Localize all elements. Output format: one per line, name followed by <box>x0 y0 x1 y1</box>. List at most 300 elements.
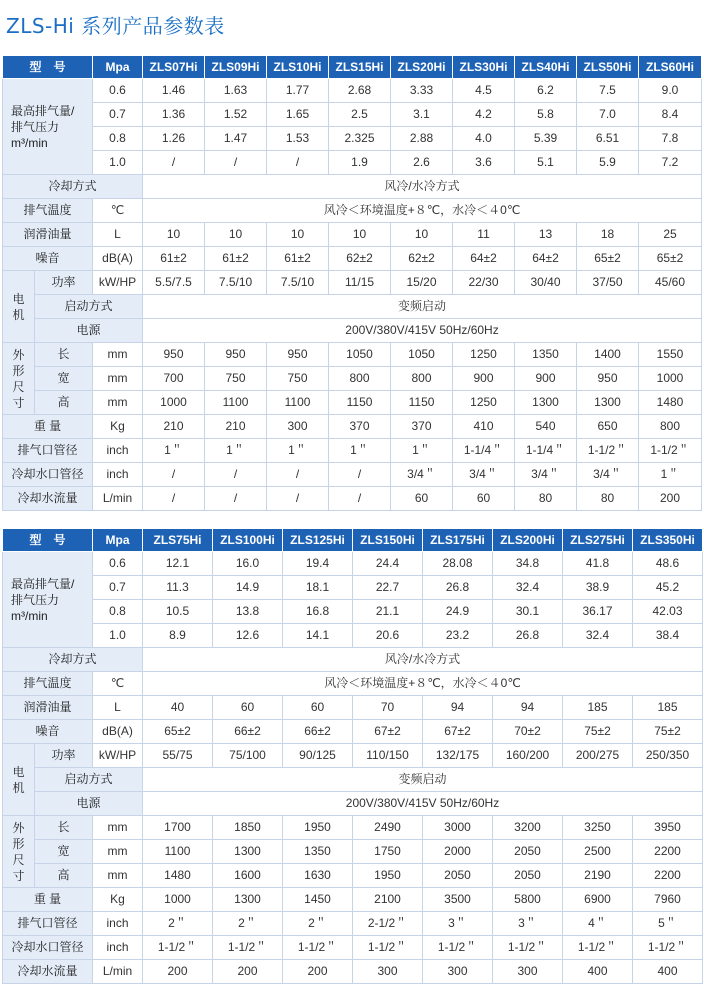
width-label: 宽 <box>35 367 93 391</box>
noise-unit: dB(A) <box>93 720 143 744</box>
width-label: 宽 <box>35 840 93 864</box>
spec-table-1 <box>2 55 702 511</box>
supply-label: 电源 <box>35 792 143 816</box>
water-pipe-value: / <box>205 463 267 487</box>
power-unit: kW/HP <box>93 744 143 768</box>
model-name: ZLS50Hi <box>577 56 639 79</box>
water-flow-value: 80 <box>515 487 577 511</box>
pressure-value: 1.0 <box>93 624 143 648</box>
weight-value: 410 <box>453 415 515 439</box>
length-unit: mm <box>93 343 143 367</box>
oil-unit: L <box>93 696 143 720</box>
noise-row <box>3 720 703 744</box>
flow-value: 24.4 <box>353 552 423 576</box>
noise-value: 62±2 <box>329 247 391 271</box>
flow-value: 18.1 <box>283 576 353 600</box>
exhaust-temp-label: 排气温度 <box>3 672 93 696</box>
length-unit: mm <box>93 816 143 840</box>
width-value: 2050 <box>493 840 563 864</box>
dims-label: 外 形 尺 寸 <box>3 816 35 888</box>
width-row <box>3 367 702 391</box>
exhaust-pipe-label: 排气口管径 <box>3 439 93 463</box>
supply-value: 200V/380V/415V 50Hz/60Hz <box>143 319 702 343</box>
model-name: ZLS10Hi <box>267 56 329 79</box>
noise-label: 噪音 <box>3 247 93 271</box>
flow-value: 5.1 <box>515 151 577 175</box>
exhaust-pipe-value: 1-1/4＂ <box>515 439 577 463</box>
exhaust-pipe-value: 1＂ <box>205 439 267 463</box>
noise-value: 66±2 <box>283 720 353 744</box>
water-pipe-value: 1＂ <box>639 463 702 487</box>
flow-value: 5.9 <box>577 151 639 175</box>
model-label: 型 号 <box>3 56 93 79</box>
flow-value: 14.9 <box>213 576 283 600</box>
oil-value: 40 <box>143 696 213 720</box>
height-value: 1250 <box>453 391 515 415</box>
width-value: 900 <box>515 367 577 391</box>
page-title: ZLS-Hi 系列产品参数表 <box>6 14 225 38</box>
noise-value: 61±2 <box>267 247 329 271</box>
noise-value: 65±2 <box>577 247 639 271</box>
weight-value: 2100 <box>353 888 423 912</box>
flow-row <box>3 127 702 151</box>
weight-value: 1000 <box>143 888 213 912</box>
height-value: 1100 <box>267 391 329 415</box>
length-value: 1550 <box>639 343 702 367</box>
start-label: 启动方式 <box>35 768 143 792</box>
header-row <box>3 529 703 552</box>
weight-value: 210 <box>205 415 267 439</box>
model-name: ZLS30Hi <box>453 56 515 79</box>
oil-value: 25 <box>639 223 702 247</box>
exhaust-pipe-unit: inch <box>93 439 143 463</box>
noise-value: 61±2 <box>205 247 267 271</box>
power-value: 7.5/10 <box>267 271 329 295</box>
water-flow-value: 300 <box>353 960 423 984</box>
oil-unit: L <box>93 223 143 247</box>
water-pipe-value: 1-1/2＂ <box>423 936 493 960</box>
length-value: 3200 <box>493 816 563 840</box>
flow-value: 24.9 <box>423 600 493 624</box>
pressure-value: 0.6 <box>93 79 143 103</box>
height-value: 2190 <box>563 864 633 888</box>
power-value: 11/15 <box>329 271 391 295</box>
height-value: 1480 <box>639 391 702 415</box>
width-unit: mm <box>93 840 143 864</box>
flow-value: 19.4 <box>283 552 353 576</box>
pressure-value: 1.0 <box>93 151 143 175</box>
flow-value: 22.7 <box>353 576 423 600</box>
oil-value: 10 <box>329 223 391 247</box>
water-flow-value: 300 <box>423 960 493 984</box>
water-flow-value: / <box>267 487 329 511</box>
flow-value: 8.4 <box>639 103 702 127</box>
oil-label: 润滑油量 <box>3 223 93 247</box>
model-label: 型 号 <box>3 529 93 552</box>
power-value: 160/200 <box>493 744 563 768</box>
flow-value: 32.4 <box>493 576 563 600</box>
flow-value: 6.51 <box>577 127 639 151</box>
power-value: 200/275 <box>563 744 633 768</box>
height-value: 1150 <box>391 391 453 415</box>
model-name: ZLS125Hi <box>283 529 353 552</box>
water-pipe-value: 1-1/2＂ <box>563 936 633 960</box>
water-pipe-value: 1-1/2＂ <box>283 936 353 960</box>
water-flow-value: 80 <box>577 487 639 511</box>
flow-value: 42.03 <box>633 600 703 624</box>
flow-value: 7.0 <box>577 103 639 127</box>
cooling-row <box>3 175 702 199</box>
water-flow-value: 400 <box>563 960 633 984</box>
flow-pressure-label: 最高排气量/ 排气压力 m³/min <box>3 552 93 648</box>
start-value: 变频启动 <box>143 295 702 319</box>
model-name: ZLS60Hi <box>639 56 702 79</box>
flow-value: 3.1 <box>391 103 453 127</box>
oil-value: 60 <box>213 696 283 720</box>
height-value: 1300 <box>577 391 639 415</box>
height-value: 2050 <box>493 864 563 888</box>
model-name: ZLS350Hi <box>633 529 703 552</box>
water-pipe-value: 1-1/2＂ <box>633 936 703 960</box>
width-value: 900 <box>453 367 515 391</box>
power-value: 55/75 <box>143 744 213 768</box>
oil-value: 10 <box>267 223 329 247</box>
flow-row <box>3 600 703 624</box>
weight-value: 210 <box>143 415 205 439</box>
height-value: 1630 <box>283 864 353 888</box>
weight-value: 1300 <box>213 888 283 912</box>
width-value: 1300 <box>213 840 283 864</box>
length-label: 长 <box>35 816 93 840</box>
flow-value: 7.8 <box>639 127 702 151</box>
water-pipe-value: / <box>143 463 205 487</box>
power-value: 110/150 <box>353 744 423 768</box>
flow-value: 12.1 <box>143 552 213 576</box>
flow-row <box>3 552 703 576</box>
length-value: 950 <box>205 343 267 367</box>
exhaust-temp-value: 风冷＜环境温度+８℃，水冷＜４0℃ <box>143 199 702 223</box>
length-value: 1050 <box>391 343 453 367</box>
height-label: 高 <box>35 391 93 415</box>
flow-value: 1.52 <box>205 103 267 127</box>
flow-row <box>3 151 702 175</box>
height-value: 1300 <box>515 391 577 415</box>
flow-value: 41.8 <box>563 552 633 576</box>
exhaust-pipe-value: 1＂ <box>391 439 453 463</box>
flow-value: 38.4 <box>633 624 703 648</box>
width-value: 2000 <box>423 840 493 864</box>
pressure-value: 0.8 <box>93 600 143 624</box>
exhaust-pipe-value: 1＂ <box>143 439 205 463</box>
exhaust-pipe-value: 1-1/2＂ <box>577 439 639 463</box>
length-value: 3950 <box>633 816 703 840</box>
length-value: 1350 <box>515 343 577 367</box>
flow-value: 1.26 <box>143 127 205 151</box>
flow-value: 1.77 <box>267 79 329 103</box>
exhaust-pipe-row <box>3 912 703 936</box>
flow-value: 9.0 <box>639 79 702 103</box>
supply-row <box>3 792 703 816</box>
flow-row <box>3 576 703 600</box>
height-value: 2200 <box>633 864 703 888</box>
water-flow-value: 60 <box>453 487 515 511</box>
width-value: 1000 <box>639 367 702 391</box>
cooling-value: 风冷/水冷方式 <box>143 175 702 199</box>
weight-value: 300 <box>267 415 329 439</box>
height-unit: mm <box>93 391 143 415</box>
oil-value: 13 <box>515 223 577 247</box>
weight-value: 7960 <box>633 888 703 912</box>
oil-row <box>3 696 703 720</box>
flow-value: 1.47 <box>205 127 267 151</box>
oil-value: 185 <box>563 696 633 720</box>
flow-value: 26.8 <box>493 624 563 648</box>
oil-value: 70 <box>353 696 423 720</box>
flow-value: 3.33 <box>391 79 453 103</box>
exhaust-pipe-unit: inch <box>93 912 143 936</box>
exhaust-temp-label: 排气温度 <box>3 199 93 223</box>
flow-value: 36.17 <box>563 600 633 624</box>
flow-value: 20.6 <box>353 624 423 648</box>
dims-label: 外 形 尺 寸 <box>3 343 35 415</box>
width-value: 1100 <box>143 840 213 864</box>
water-pipe-label: 冷却水口管径 <box>3 936 93 960</box>
exhaust-temp-unit: ℃ <box>93 199 143 223</box>
noise-value: 70±2 <box>493 720 563 744</box>
power-value: 37/50 <box>577 271 639 295</box>
power-value: 22/30 <box>453 271 515 295</box>
width-value: 750 <box>267 367 329 391</box>
flow-value: 12.6 <box>213 624 283 648</box>
flow-value: 30.1 <box>493 600 563 624</box>
height-value: 1150 <box>329 391 391 415</box>
oil-value: 10 <box>391 223 453 247</box>
noise-row <box>3 247 702 271</box>
power-value: 7.5/10 <box>205 271 267 295</box>
power-value: 5.5/7.5 <box>143 271 205 295</box>
flow-value: 2.325 <box>329 127 391 151</box>
noise-label: 噪音 <box>3 720 93 744</box>
model-name: ZLS150Hi <box>353 529 423 552</box>
exhaust-pipe-value: 1-1/4＂ <box>453 439 515 463</box>
weight-value: 6900 <box>563 888 633 912</box>
weight-value: 370 <box>329 415 391 439</box>
noise-value: 67±2 <box>353 720 423 744</box>
length-row <box>3 343 702 367</box>
width-value: 750 <box>205 367 267 391</box>
start-row <box>3 768 703 792</box>
length-value: 3000 <box>423 816 493 840</box>
flow-value: 1.36 <box>143 103 205 127</box>
weight-value: 370 <box>391 415 453 439</box>
noise-unit: dB(A) <box>93 247 143 271</box>
flow-value: 21.1 <box>353 600 423 624</box>
model-name: ZLS15Hi <box>329 56 391 79</box>
water-flow-value: 200 <box>143 960 213 984</box>
height-value: 1950 <box>353 864 423 888</box>
length-value: 1950 <box>283 816 353 840</box>
exhaust-pipe-value: 1＂ <box>329 439 391 463</box>
length-value: 950 <box>267 343 329 367</box>
oil-value: 185 <box>633 696 703 720</box>
start-row <box>3 295 702 319</box>
flow-value: 1.9 <box>329 151 391 175</box>
pressure-value: 0.8 <box>93 127 143 151</box>
exhaust-pipe-value: 1＂ <box>267 439 329 463</box>
water-flow-row <box>3 487 702 511</box>
flow-value: / <box>143 151 205 175</box>
water-pipe-row <box>3 936 703 960</box>
noise-value: 67±2 <box>423 720 493 744</box>
water-flow-value: 300 <box>493 960 563 984</box>
start-label: 启动方式 <box>35 295 143 319</box>
noise-value: 64±2 <box>453 247 515 271</box>
flow-row <box>3 79 702 103</box>
pressure-unit: Mpa <box>93 529 143 552</box>
water-flow-value: 200 <box>639 487 702 511</box>
flow-value: 8.9 <box>143 624 213 648</box>
water-pipe-value: 1-1/2＂ <box>493 936 563 960</box>
exhaust-temp-row <box>3 199 702 223</box>
width-value: 1350 <box>283 840 353 864</box>
water-flow-value: 200 <box>213 960 283 984</box>
power-unit: kW/HP <box>93 271 143 295</box>
flow-value: 3.6 <box>453 151 515 175</box>
supply-row <box>3 319 702 343</box>
weight-value: 1450 <box>283 888 353 912</box>
exhaust-pipe-value: 2＂ <box>143 912 213 936</box>
weight-row <box>3 888 703 912</box>
oil-value: 60 <box>283 696 353 720</box>
water-pipe-value: / <box>329 463 391 487</box>
height-value: 1000 <box>143 391 205 415</box>
water-pipe-unit: inch <box>93 936 143 960</box>
weight-row <box>3 415 702 439</box>
water-pipe-value: / <box>267 463 329 487</box>
power-value: 90/125 <box>283 744 353 768</box>
model-name: ZLS175Hi <box>423 529 493 552</box>
water-pipe-value: 3/4＂ <box>515 463 577 487</box>
flow-value: / <box>205 151 267 175</box>
water-flow-label: 冷却水流量 <box>3 960 93 984</box>
length-row <box>3 816 703 840</box>
power-value: 45/60 <box>639 271 702 295</box>
power-value: 132/175 <box>423 744 493 768</box>
motor-label: 电 机 <box>3 271 35 343</box>
flow-value: 26.8 <box>423 576 493 600</box>
water-flow-unit: L/min <box>93 960 143 984</box>
height-label: 高 <box>35 864 93 888</box>
oil-value: 11 <box>453 223 515 247</box>
flow-value: 48.6 <box>633 552 703 576</box>
exhaust-pipe-value: 4＂ <box>563 912 633 936</box>
flow-value: 1.46 <box>143 79 205 103</box>
oil-value: 10 <box>205 223 267 247</box>
weight-unit: Kg <box>93 415 143 439</box>
flow-value: 5.8 <box>515 103 577 127</box>
noise-value: 62±2 <box>391 247 453 271</box>
length-value: 1850 <box>213 816 283 840</box>
water-pipe-value: 3/4＂ <box>453 463 515 487</box>
water-flow-value: / <box>143 487 205 511</box>
cooling-label: 冷却方式 <box>3 648 143 672</box>
flow-value: 1.65 <box>267 103 329 127</box>
height-value: 2050 <box>423 864 493 888</box>
flow-row <box>3 624 703 648</box>
model-name: ZLS20Hi <box>391 56 453 79</box>
water-flow-row <box>3 960 703 984</box>
width-value: 800 <box>391 367 453 391</box>
width-value: 800 <box>329 367 391 391</box>
water-pipe-value: 1-1/2＂ <box>213 936 283 960</box>
flow-value: 45.2 <box>633 576 703 600</box>
noise-value: 65±2 <box>143 720 213 744</box>
noise-value: 64±2 <box>515 247 577 271</box>
exhaust-pipe-row <box>3 439 702 463</box>
model-name: ZLS275Hi <box>563 529 633 552</box>
water-flow-value: / <box>329 487 391 511</box>
length-value: 1700 <box>143 816 213 840</box>
start-value: 变频启动 <box>143 768 703 792</box>
header-row <box>3 56 702 79</box>
width-row <box>3 840 703 864</box>
exhaust-temp-value: 风冷＜环境温度+８℃，水冷＜４0℃ <box>143 672 703 696</box>
flow-value: 34.8 <box>493 552 563 576</box>
water-flow-value: 200 <box>283 960 353 984</box>
model-name: ZLS07Hi <box>143 56 205 79</box>
water-flow-value: 60 <box>391 487 453 511</box>
model-name: ZLS100Hi <box>213 529 283 552</box>
weight-label: 重 量 <box>3 888 93 912</box>
cooling-value: 风冷/水冷方式 <box>143 648 703 672</box>
water-flow-unit: L/min <box>93 487 143 511</box>
power-label: 功率 <box>35 744 93 768</box>
weight-unit: Kg <box>93 888 143 912</box>
exhaust-pipe-value: 2＂ <box>283 912 353 936</box>
flow-value: 11.3 <box>143 576 213 600</box>
model-name: ZLS09Hi <box>205 56 267 79</box>
power-value: 75/100 <box>213 744 283 768</box>
flow-value: 16.0 <box>213 552 283 576</box>
water-flow-label: 冷却水流量 <box>3 487 93 511</box>
flow-value: 10.5 <box>143 600 213 624</box>
length-value: 3250 <box>563 816 633 840</box>
water-pipe-value: 3/4＂ <box>391 463 453 487</box>
height-unit: mm <box>93 864 143 888</box>
water-pipe-unit: inch <box>93 463 143 487</box>
width-value: 950 <box>577 367 639 391</box>
oil-value: 94 <box>493 696 563 720</box>
exhaust-pipe-value: 1-1/2＂ <box>639 439 702 463</box>
length-value: 950 <box>143 343 205 367</box>
noise-value: 66±2 <box>213 720 283 744</box>
power-value: 250/350 <box>633 744 703 768</box>
height-value: 1480 <box>143 864 213 888</box>
exhaust-temp-unit: ℃ <box>93 672 143 696</box>
flow-value: 7.2 <box>639 151 702 175</box>
width-value: 2500 <box>563 840 633 864</box>
power-row <box>3 271 702 295</box>
flow-value: 4.5 <box>453 79 515 103</box>
length-value: 1050 <box>329 343 391 367</box>
flow-value: 1.53 <box>267 127 329 151</box>
noise-value: 61±2 <box>143 247 205 271</box>
flow-value: 7.5 <box>577 79 639 103</box>
exhaust-pipe-value: 3＂ <box>493 912 563 936</box>
flow-value: 32.4 <box>563 624 633 648</box>
length-value: 2490 <box>353 816 423 840</box>
length-label: 长 <box>35 343 93 367</box>
